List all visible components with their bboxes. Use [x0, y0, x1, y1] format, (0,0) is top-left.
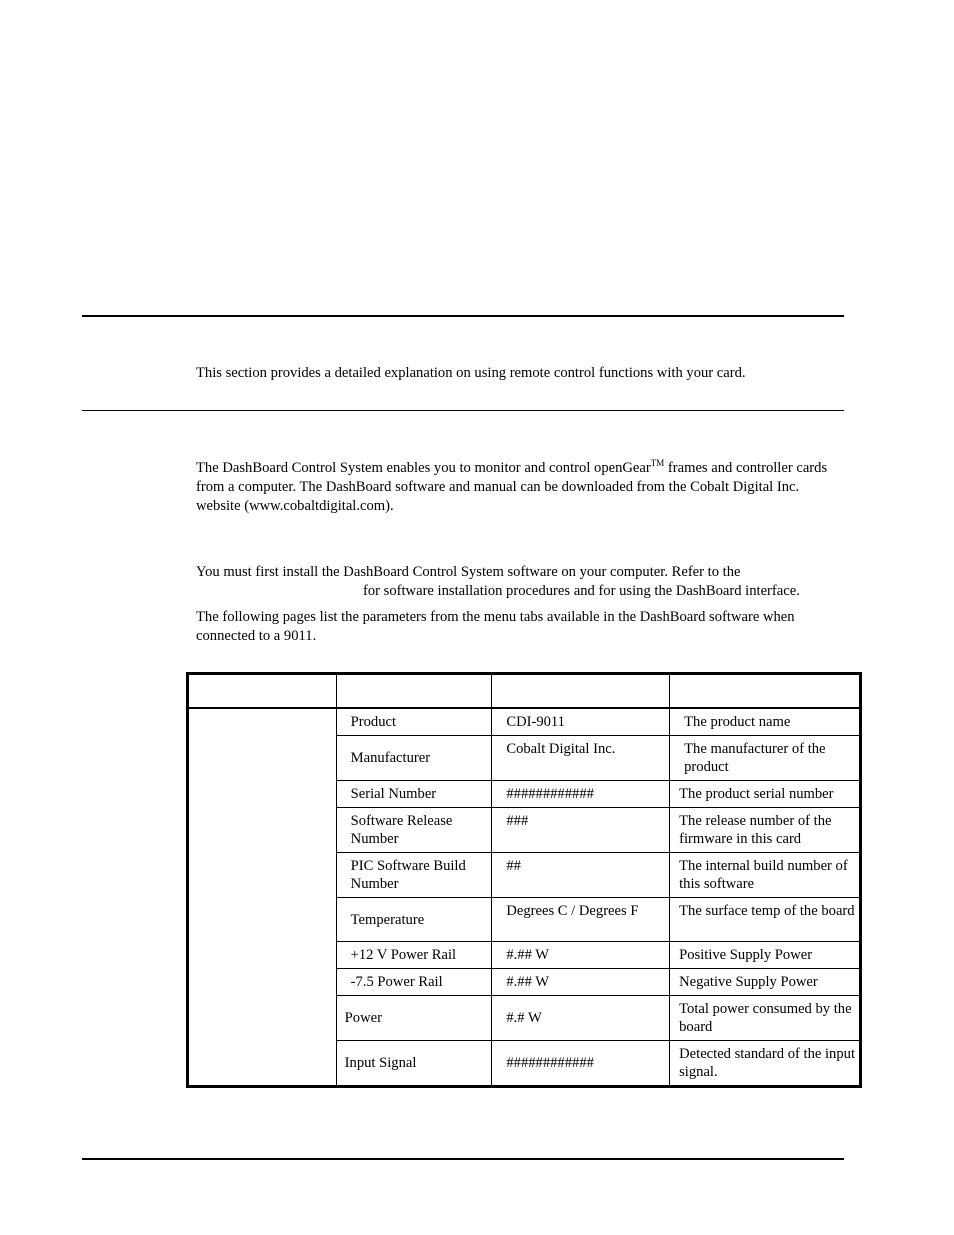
param-cell: Power	[336, 996, 492, 1041]
param-cell: Software Release Number	[336, 808, 492, 853]
install-paragraph	[196, 563, 841, 601]
table-header-row	[188, 674, 861, 709]
param-cell: Input Signal	[336, 1041, 492, 1087]
trademark-mark: TM	[650, 458, 665, 468]
value-cell: ###	[492, 808, 670, 853]
description-cell: The manufacturer of the product	[670, 736, 861, 781]
description-cell: The internal build number of this software	[670, 853, 861, 898]
install-text-line1: You must first install the DashBoard Control System software on your computer. Refer to the	[196, 564, 741, 580]
parameter-table	[186, 672, 862, 1088]
value-cell: Cobalt Digital Inc.	[492, 736, 670, 781]
value-cell: ############	[492, 781, 670, 808]
section-top-rule	[82, 315, 844, 317]
value-cell: #.# W	[492, 996, 670, 1041]
param-cell: +12 V Power Rail	[336, 942, 492, 969]
subsection-rule	[82, 410, 844, 411]
footer-rule	[82, 1158, 844, 1160]
description-cell: The product name	[670, 708, 861, 736]
param-cell: -7.5 Power Rail	[336, 969, 492, 996]
value-cell: #.## W	[492, 969, 670, 996]
header-cell-description	[670, 674, 861, 709]
description-cell: Total power consumed by the board	[670, 996, 861, 1041]
description-cell: The release number of the firmware in this card	[670, 808, 861, 853]
description-cell: Positive Supply Power	[670, 942, 861, 969]
param-cell: Product	[336, 708, 492, 736]
tab-group-cell	[188, 708, 337, 1087]
description-cell: Detected standard of the input signal.	[670, 1041, 861, 1087]
table-row	[188, 708, 861, 736]
description-cell: The product serial number	[670, 781, 861, 808]
param-cell: Temperature	[336, 898, 492, 942]
section-intro	[196, 364, 841, 383]
param-cell: Serial Number	[336, 781, 492, 808]
value-cell: ##	[492, 853, 670, 898]
description-cell: The surface temp of the board	[670, 898, 861, 942]
header-cell-parameter	[336, 674, 492, 709]
dashboard-overview-text-a: The DashBoard Control System enables you to monitor and control openGear	[196, 460, 651, 476]
dashboard-overview-paragraph	[196, 459, 841, 516]
parameters-paragraph	[196, 608, 841, 646]
header-cell-value	[492, 674, 670, 709]
dashboard-overview-text-b: frames and controller cards from a computer. The DashBoard software and manual can be downloaded from the Cobalt Digital Inc. website (www.cobaltdigital.com).	[196, 460, 828, 514]
install-text-line2: for software installation procedures and for using the DashBoard interface.	[363, 583, 800, 599]
value-cell: ############	[492, 1041, 670, 1087]
section-intro-text: This section provides a detailed explanation on using remote control functions with your card.	[196, 365, 746, 381]
parameters-text: The following pages list the parameters from the menu tabs available in the DashBoard software when connected to a 9011.	[196, 609, 795, 644]
description-cell: Negative Supply Power	[670, 969, 861, 996]
value-cell: #.## W	[492, 942, 670, 969]
value-cell: CDI-9011	[492, 708, 670, 736]
param-cell: PIC Software Build Number	[336, 853, 492, 898]
param-cell: Manufacturer	[336, 736, 492, 781]
header-cell-tab	[188, 674, 337, 709]
value-cell: Degrees C / Degrees F	[492, 898, 670, 942]
